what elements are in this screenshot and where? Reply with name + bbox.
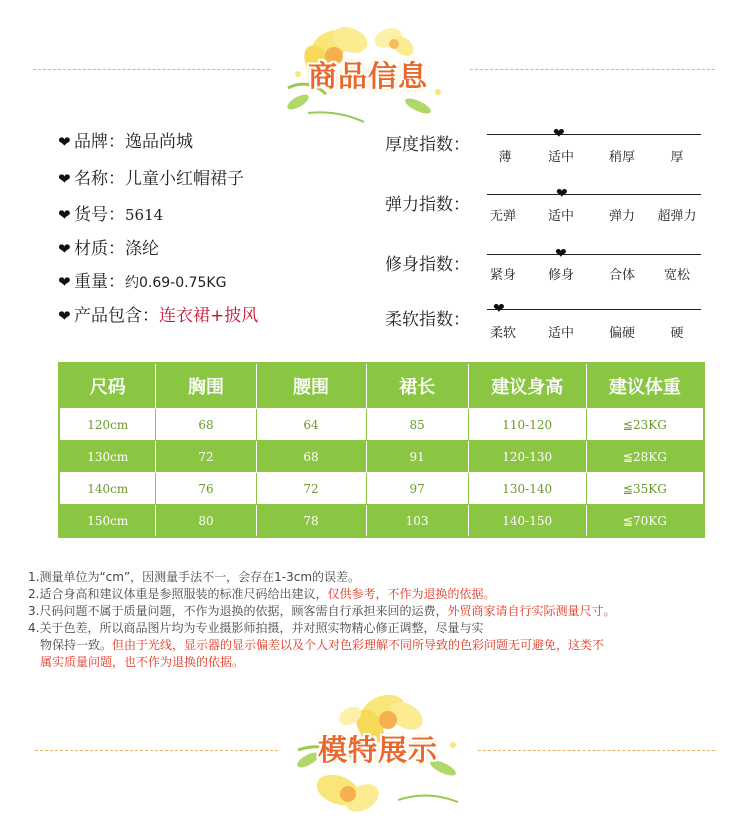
- heart-icon: ❤: [58, 170, 71, 188]
- table-cell: 76: [156, 473, 256, 505]
- scale-option: 薄: [498, 150, 512, 165]
- scale-option: 超弹力: [657, 209, 697, 224]
- weight-value: 约0.69-0.75KG: [125, 275, 227, 291]
- scale-label: 修身指数：: [385, 255, 470, 275]
- weight-label: 重量：: [74, 272, 125, 292]
- table-cell: ≦70KG: [586, 505, 704, 538]
- divider-left: [35, 750, 278, 751]
- scale-line: [487, 194, 701, 195]
- sku-label: 货号：: [74, 205, 125, 225]
- scale-option: 适中: [547, 326, 574, 341]
- info-weight: [58, 270, 226, 294]
- scale-option: 厚: [670, 150, 684, 165]
- scale-line: [487, 134, 701, 135]
- table-cell: 130-140: [468, 473, 586, 505]
- note-text: 2.适合身高和建议体重是参照服装的标准尺码给出建议，: [28, 587, 328, 601]
- info-brand: [58, 130, 193, 154]
- table-cell: 120-130: [468, 441, 586, 473]
- table-cell: 72: [256, 473, 366, 505]
- table-cell: 72: [156, 441, 256, 473]
- table-header: 建议身高: [468, 363, 586, 409]
- heart-icon: ❤: [58, 307, 71, 325]
- note-2: [28, 586, 743, 603]
- info-material: [58, 237, 159, 261]
- scale-softness: [385, 301, 705, 355]
- notes-block: [28, 569, 743, 671]
- name-label: 名称：: [74, 169, 125, 189]
- note-text: 3.尺码问题不属于质量问题，不作为退换的依据，顾客需自行承担来回的运费，: [28, 604, 448, 618]
- note-text: 1.测量单位为“cm”，因测量手法不一，会存在1-3cm的误差。: [28, 570, 361, 584]
- info-name: [58, 167, 244, 191]
- scale-option: 宽松: [663, 268, 690, 283]
- note-text: 4.关于色差，所以商品图片均为专业摄影师拍摄，并对照实物精心修正调整，尽量与实: [28, 621, 484, 635]
- scale-label: 弹力指数：: [385, 195, 470, 215]
- scale-option: 紧身: [489, 268, 516, 283]
- name-value: 儿童小红帽裙子: [125, 169, 244, 189]
- section-banner-product-info: [268, 18, 468, 128]
- scale-line: [487, 254, 701, 255]
- note-text: 物保持一致。: [40, 638, 113, 652]
- heart-icon: ❤: [58, 273, 71, 291]
- scale-thickness: [385, 126, 705, 180]
- table-cell: 64: [256, 409, 366, 441]
- heart-icon: ❤: [556, 186, 568, 202]
- table-header-row: [59, 363, 704, 409]
- table-row: [59, 441, 704, 473]
- table-row: [59, 409, 704, 441]
- note-3: [28, 603, 743, 620]
- info-sku: [58, 203, 163, 227]
- scale-elasticity: [385, 186, 705, 240]
- note-4: [28, 620, 743, 637]
- table-cell: ≦28KG: [586, 441, 704, 473]
- scale-option: 修身: [547, 268, 574, 283]
- table-cell: 140-150: [468, 505, 586, 538]
- heart-icon: ❤: [58, 133, 71, 151]
- table-row: [59, 473, 704, 505]
- table-header: 建议体重: [586, 363, 704, 409]
- note-4-cont: [28, 637, 743, 654]
- table-cell: 80: [156, 505, 256, 538]
- table-cell: 120cm: [59, 409, 156, 441]
- banner-title: 商品信息: [307, 59, 428, 93]
- table-header: 裙长: [366, 363, 468, 409]
- material-value: 涤纶: [125, 239, 159, 259]
- table-header: 尺码: [59, 363, 156, 409]
- scale-option: 偏硬: [608, 326, 635, 341]
- divider-right: [470, 69, 715, 70]
- info-package: [58, 304, 258, 328]
- package-value: 连衣裙+披风: [159, 306, 259, 326]
- note-highlight: 外贸商家请自行实际测量尺寸。: [447, 604, 616, 618]
- table-cell: 110-120: [468, 409, 586, 441]
- table-cell: 140cm: [59, 473, 156, 505]
- scale-option: 无弹: [489, 209, 516, 224]
- table-cell: 85: [366, 409, 468, 441]
- note-4-cont2: [28, 654, 743, 671]
- scale-option: 稍厚: [608, 150, 635, 165]
- brand-label: 品牌：: [74, 132, 125, 152]
- material-label: 材质：: [74, 239, 125, 259]
- scale-label: 厚度指数：: [385, 135, 470, 155]
- table-header: 胸围: [156, 363, 256, 409]
- divider-left: [33, 69, 270, 70]
- package-label: 产品包含：: [74, 306, 159, 326]
- table-cell: 78: [256, 505, 366, 538]
- table-row: [59, 505, 704, 538]
- heart-icon: ❤: [58, 240, 71, 258]
- table-header: 腰围: [256, 363, 366, 409]
- section-banner-model-show: [278, 690, 478, 800]
- scale-line: [487, 309, 701, 310]
- scale-option: 弹力: [608, 209, 635, 224]
- note-highlight: 但由于光线，显示器的显示偏差以及个人对色彩理解不同所导致的色彩问题无可避免，这类不: [112, 638, 605, 652]
- table-cell: 68: [156, 409, 256, 441]
- heart-icon: ❤: [553, 126, 565, 142]
- scale-option: 硬: [670, 326, 684, 341]
- scale-option: 适中: [547, 150, 574, 165]
- sku-value: 5614: [125, 206, 164, 224]
- heart-icon: ❤: [58, 206, 71, 224]
- table-cell: ≦35KG: [586, 473, 704, 505]
- heart-icon: ❤: [493, 301, 505, 317]
- scale-fit: [385, 246, 705, 300]
- note-highlight: 属实质量问题，也不作为退换的依据。: [40, 655, 245, 669]
- divider-right: [478, 750, 715, 751]
- table-cell: 103: [366, 505, 468, 538]
- banner-title: 模特展示: [317, 733, 438, 767]
- scale-option: 适中: [547, 209, 574, 224]
- size-table: [58, 362, 705, 538]
- table-cell: 97: [366, 473, 468, 505]
- table-cell: 68: [256, 441, 366, 473]
- table-cell: 150cm: [59, 505, 156, 538]
- table-cell: 91: [366, 441, 468, 473]
- scale-option: 柔软: [489, 326, 516, 341]
- table-cell: ≦23KG: [586, 409, 704, 441]
- note-1: [28, 569, 743, 586]
- table-cell: 130cm: [59, 441, 156, 473]
- note-highlight: 仅供参考，不作为退换的依据。: [327, 587, 496, 601]
- brand-value: 逸品尚城: [125, 132, 193, 152]
- scale-option: 合体: [608, 268, 635, 283]
- heart-icon: ❤: [555, 246, 567, 262]
- scale-label: 柔软指数：: [385, 310, 470, 330]
